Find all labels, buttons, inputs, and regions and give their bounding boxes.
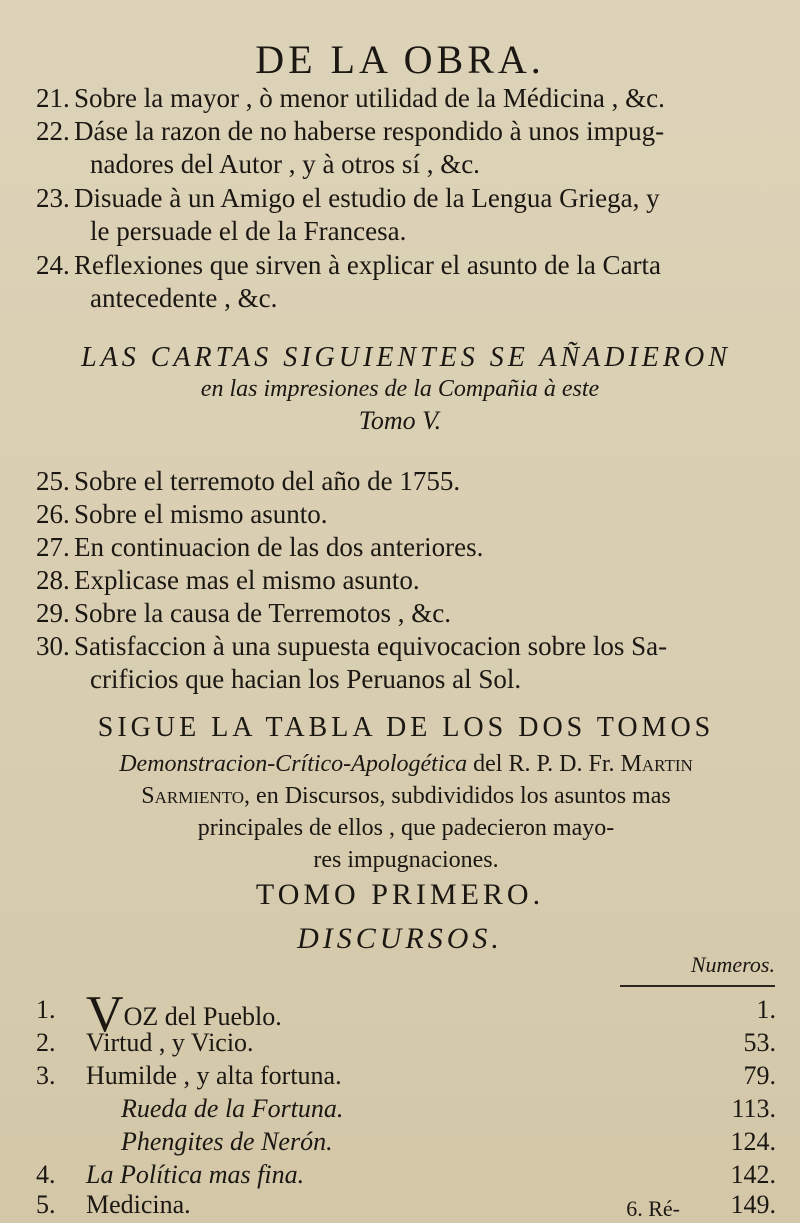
list-item	[36, 82, 776, 115]
running-head: DE LA OBRA.	[255, 37, 545, 82]
discourse-title: Virtud , y Vicio.	[86, 1028, 254, 1057]
table-row	[36, 1127, 776, 1160]
drop-capital: V	[86, 986, 124, 1043]
table-row	[36, 1094, 776, 1127]
table-row	[36, 1160, 776, 1193]
discourse-page: 1.	[756, 995, 776, 1024]
entry-number: 26.	[36, 499, 70, 529]
entry-text: En continuacion de las dos anteriores.	[74, 532, 484, 562]
list-item	[36, 498, 776, 531]
numbers-rule	[620, 985, 775, 987]
entry-number: 29.	[36, 598, 70, 628]
table-row	[36, 1061, 776, 1094]
discourse-page: 124.	[730, 1127, 776, 1156]
discourse-title: La Política mas fina.	[86, 1160, 305, 1189]
list-item	[36, 564, 776, 597]
discourse-number: 4.	[36, 1160, 56, 1189]
entry-text: Reflexiones que sirven à explicar el asunto de la Carta	[74, 250, 662, 280]
work-description-line: principales de ellos , que padecieron mayo-	[197, 815, 615, 841]
list-item	[36, 182, 776, 248]
entry-number: 27.	[36, 532, 70, 562]
list-item	[36, 115, 776, 181]
section-subheading: en las impresiones de la Compañia à este	[200, 376, 600, 402]
entry-number: 30.	[36, 631, 70, 661]
discourse-title: Rueda de la Fortuna.	[121, 1094, 344, 1123]
discourse-number: 3.	[36, 1061, 56, 1090]
discourse-title: VOZ del Pueblo.	[86, 986, 282, 1043]
list-item	[36, 531, 776, 564]
work-description-line: res impugnaciones.	[313, 847, 499, 873]
work-description	[36, 748, 776, 780]
entry-number: 28.	[36, 565, 70, 595]
entry-text: Explicase mas el mismo asunto.	[74, 565, 420, 595]
section-heading: LAS CARTAS SIGUIENTES SE AÑADIERON	[81, 342, 731, 373]
discourse-page: 53.	[743, 1028, 776, 1057]
entry-continuation: crificios que hacian los Peruanos al Sol.	[90, 664, 522, 694]
entry-text: Satisfaccion à una supuesta equivocacion sobre los Sa-	[74, 631, 668, 661]
discourse-page: 149.	[730, 1190, 776, 1219]
work-description-line	[36, 780, 776, 812]
entry-continuation: antecedente , &c.	[90, 283, 278, 313]
list-item	[36, 465, 776, 498]
discourse-page: 79.	[743, 1061, 776, 1090]
entry-text: Sobre la mayor , ò menor utilidad de la Médicina , &c.	[74, 83, 665, 113]
numbers-column-label: Numeros.	[690, 952, 775, 977]
catchword: 6. Ré-	[626, 1196, 680, 1221]
discourse-number: 2.	[36, 1028, 56, 1057]
list-item	[36, 597, 776, 630]
entry-text: Disuade à un Amigo el estudio de la Lengua Griega, y	[74, 183, 660, 213]
entry-continuation: le persuade el de la Francesa.	[90, 216, 407, 246]
section-volume: Tomo V.	[358, 406, 442, 435]
discourse-page: 113.	[731, 1094, 776, 1123]
entry-number: 22.	[36, 116, 70, 146]
discourse-page: 142.	[730, 1160, 776, 1189]
discourse-title: Humilde , y alta fortuna.	[86, 1061, 342, 1090]
table-heading: SIGUE LA TABLA DE LOS DOS TOMOS	[97, 712, 715, 743]
volume-title: TOMO PRIMERO.	[255, 878, 545, 911]
author-name: Martin	[620, 751, 693, 777]
entry-text: Sobre el terremoto del año de 1755.	[74, 466, 461, 496]
discourse-number: 5.	[36, 1190, 56, 1219]
discourses-heading: DISCURSOS.	[297, 922, 503, 955]
entry-number: 25.	[36, 466, 70, 496]
author-surname: Sarmiento	[141, 783, 245, 809]
list-item	[36, 249, 776, 315]
entry-number: 23.	[36, 183, 70, 213]
entry-continuation: nadores del Autor , y à otros sí , &c.	[90, 149, 480, 179]
entry-text: Sobre el mismo asunto.	[74, 499, 328, 529]
entry-number: 24.	[36, 250, 70, 280]
work-description-text: , en Discursos, subdivididos los asuntos mas	[244, 783, 671, 809]
list-item	[36, 630, 776, 696]
entry-text: Sobre la causa de Terremotos , &c.	[74, 598, 451, 628]
discourse-title: Phengites de Nerón.	[121, 1127, 333, 1156]
work-description-text: del R. P. D. Fr.	[467, 751, 621, 777]
entry-number: 21.	[36, 83, 70, 113]
entry-text: Dáse la razon de no haberse respondido à unos impug-	[74, 116, 665, 146]
table-row	[36, 1028, 776, 1061]
discourse-number: 1.	[36, 995, 56, 1024]
discourse-title: Medicina.	[86, 1190, 191, 1219]
work-title: Demonstracion-Crítico-Apologética	[119, 751, 468, 777]
